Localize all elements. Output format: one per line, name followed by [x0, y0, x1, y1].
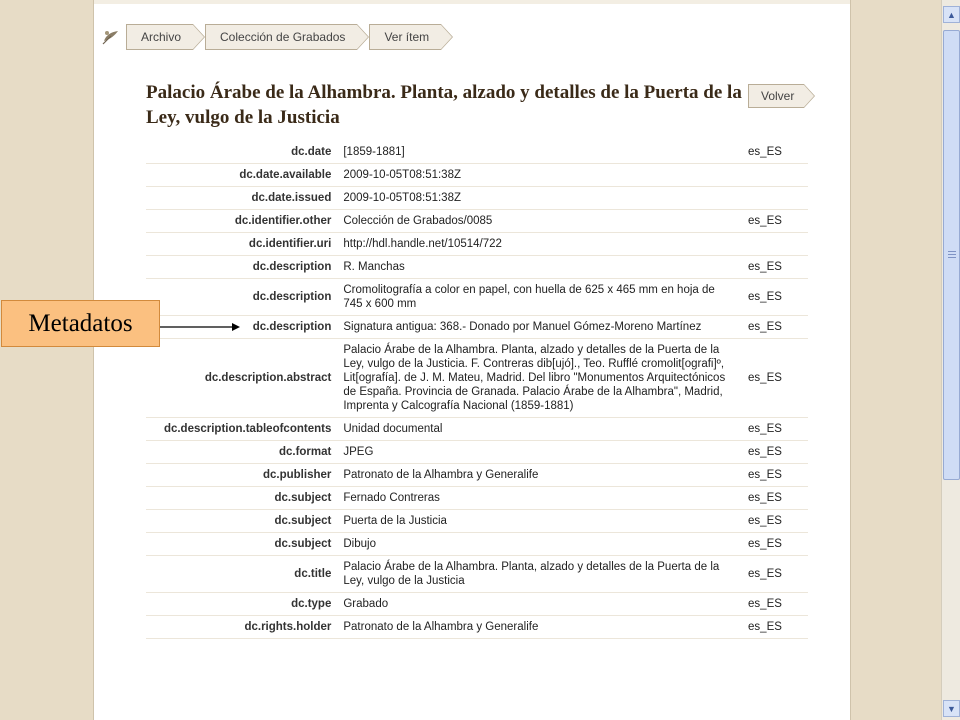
metadata-field: dc.subject	[146, 510, 337, 533]
metadata-field: dc.description	[146, 316, 337, 339]
table-row	[146, 487, 808, 510]
metadata-lang: es_ES	[742, 441, 808, 464]
metadata-lang: es_ES	[742, 256, 808, 279]
metadata-lang: es_ES	[742, 487, 808, 510]
page-title: Palacio Árabe de la Alhambra. Planta, alzado y detalles de la Puerta de la Ley, vulgo de la Justicia	[146, 82, 742, 128]
table-row	[146, 510, 808, 533]
metadata-value: Fernado Contreras	[337, 487, 742, 510]
metadata-lang: es_ES	[742, 316, 808, 339]
metadata-field: dc.date	[146, 141, 337, 164]
metadata-lang: es_ES	[742, 510, 808, 533]
metadata-field: dc.date.available	[146, 164, 337, 187]
metadata-value: JPEG	[337, 441, 742, 464]
table-row	[146, 233, 808, 256]
metadata-value: Colección de Grabados/0085	[337, 210, 742, 233]
table-row	[146, 141, 808, 164]
metadata-value: Patronato de la Alhambra y Generalife	[337, 616, 742, 639]
metadata-field: dc.rights.holder	[146, 616, 337, 639]
metadata-field: dc.date.issued	[146, 187, 337, 210]
breadcrumb	[100, 24, 453, 50]
table-row	[146, 256, 808, 279]
table-row	[146, 164, 808, 187]
table-row	[146, 556, 808, 593]
metadata-lang: es_ES	[742, 279, 808, 316]
scroll-thumb[interactable]	[943, 30, 960, 480]
table-row	[146, 339, 808, 418]
volver-button[interactable]: Volver	[748, 84, 804, 108]
metadata-lang	[742, 187, 808, 210]
metadata-lang: es_ES	[742, 616, 808, 639]
scroll-up-icon[interactable]: ▲	[943, 6, 960, 23]
leaf-home-icon[interactable]	[100, 26, 122, 48]
metadata-lang	[742, 164, 808, 187]
metadata-field: dc.description	[146, 279, 337, 316]
table-row	[146, 593, 808, 616]
metadata-value: Patronato de la Alhambra y Generalife	[337, 464, 742, 487]
top-strip	[94, 0, 850, 4]
table-row	[146, 279, 808, 316]
metadata-field: dc.subject	[146, 533, 337, 556]
metadatos-annotation: Metadatos	[1, 300, 160, 347]
metadata-field: dc.type	[146, 593, 337, 616]
metadata-value: http://hdl.handle.net/10514/722	[337, 233, 742, 256]
table-row	[146, 210, 808, 233]
arrow-right-icon	[160, 322, 240, 332]
table-row	[146, 187, 808, 210]
metadata-field: dc.title	[146, 556, 337, 593]
metadata-value: Dibujo	[337, 533, 742, 556]
metadata-value: Puerta de la Justicia	[337, 510, 742, 533]
breadcrumb-archivo[interactable]: Archivo	[126, 24, 193, 50]
metadata-field: dc.format	[146, 441, 337, 464]
metadata-value: Unidad documental	[337, 418, 742, 441]
metadata-lang: es_ES	[742, 556, 808, 593]
content-page	[93, 0, 851, 720]
metadata-field: dc.publisher	[146, 464, 337, 487]
metadata-lang	[742, 233, 808, 256]
metadata-value: 2009-10-05T08:51:38Z	[337, 164, 742, 187]
table-row	[146, 441, 808, 464]
metadata-lang: es_ES	[742, 533, 808, 556]
metadata-table	[146, 141, 808, 639]
metadata-value: Palacio Árabe de la Alhambra. Planta, alzado y detalles de la Puerta de la Ley, vulgo de la Justicia. F. Contreras dib[ujó]., Teo. Rufflé cromolit[ografi]º, Lit[ografía]. de J. M. Mateu, Madrid. Del libro "Monumentos Arquitectónicos de España. Provincia de Granada. Palacio Árabe de la Alhambra", Madrid, Imprenta y Calcografía Nacional (1859-1881)	[337, 339, 742, 418]
table-row	[146, 418, 808, 441]
metadata-value: Cromolitografía a color en papel, con huella de 625 x 465 mm en hoja de 745 x 600 mm	[337, 279, 742, 316]
metadata-lang: es_ES	[742, 210, 808, 233]
metadata-field: dc.subject	[146, 487, 337, 510]
metadata-field: dc.description	[146, 256, 337, 279]
metadata-value: Palacio Árabe de la Alhambra. Planta, alzado y detalles de la Puerta de la Ley, vulgo de la Justicia	[337, 556, 742, 593]
table-row	[146, 533, 808, 556]
metadata-lang: es_ES	[742, 593, 808, 616]
scroll-down-icon[interactable]: ▼	[943, 700, 960, 717]
metadata-lang: es_ES	[742, 141, 808, 164]
metadata-value: Signatura antigua: 368.- Donado por Manuel Gómez-Moreno Martínez	[337, 316, 742, 339]
breadcrumb-coleccion-grabados[interactable]: Colección de Grabados	[205, 24, 357, 50]
metadata-value: Grabado	[337, 593, 742, 616]
breadcrumb-ver-item[interactable]: Ver ítem	[369, 24, 441, 50]
table-row	[146, 464, 808, 487]
metadata-lang: es_ES	[742, 464, 808, 487]
metadata-field: dc.identifier.other	[146, 210, 337, 233]
table-row	[146, 616, 808, 639]
metadata-lang: es_ES	[742, 418, 808, 441]
metadata-field: dc.description.abstract	[146, 339, 337, 418]
metadata-value: [1859-1881]	[337, 141, 742, 164]
metadata-value: 2009-10-05T08:51:38Z	[337, 187, 742, 210]
metadata-field: dc.description.tableofcontents	[146, 418, 337, 441]
table-row	[146, 316, 808, 339]
metadata-lang: es_ES	[742, 339, 808, 418]
vertical-scrollbar[interactable]	[941, 0, 960, 720]
metadata-field: dc.identifier.uri	[146, 233, 337, 256]
metadata-value: R. Manchas	[337, 256, 742, 279]
